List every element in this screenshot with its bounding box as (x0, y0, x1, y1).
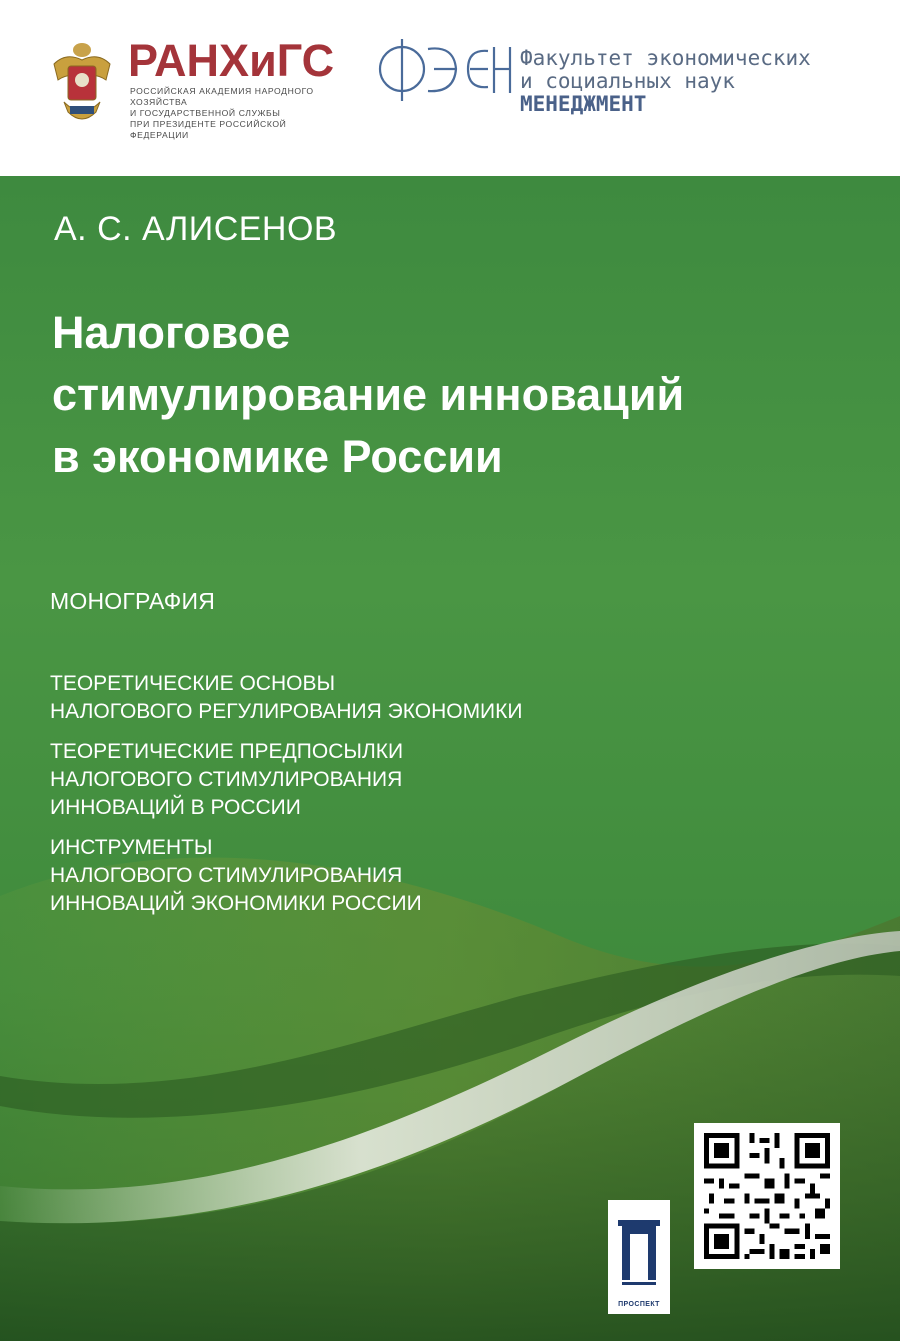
faculty-logo-icon (372, 33, 512, 105)
book-title-line: стимулирование инноваций (52, 369, 685, 420)
topic-item (50, 670, 750, 726)
publisher-name: ПРОСПЕКТ (618, 1301, 660, 1308)
ranepa-emblem-icon (46, 36, 118, 128)
faculty-specialty: МЕНЕДЖМЕНТ (520, 92, 647, 116)
topic-item (50, 834, 750, 918)
ranepa-subtitle-line: РОССИЙСКАЯ АКАДЕМИЯ НАРОДНОГО ХОЗЯЙСТВА (130, 86, 314, 107)
faculty-name (520, 47, 811, 116)
topic-line: ИНСТРУМЕНТЫ (50, 836, 213, 859)
book-title-line: в экономике России (52, 431, 503, 482)
topic-line: НАЛОГОВОГО СТИМУЛИРОВАНИЯ (50, 768, 403, 791)
book-topics (50, 670, 750, 930)
ranepa-subtitle-line: И ГОСУДАРСТВЕННОЙ СЛУЖБЫ (130, 108, 281, 118)
publisher-emblem-icon (608, 1200, 670, 1300)
ranepa-subtitle-line: ПРИ ПРЕЗИДЕНТЕ РОССИЙСКОЙ ФЕДЕРАЦИИ (130, 119, 287, 140)
topic-line: НАЛОГОВОГО РЕГУЛИРОВАНИЯ ЭКОНОМИКИ (50, 700, 523, 723)
ranepa-logo-title: РАНХиГС (128, 35, 335, 86)
publisher-logo (608, 1200, 670, 1314)
topic-line: НАЛОГОВОГО СТИМУЛИРОВАНИЯ (50, 864, 403, 887)
book-title-line: Налоговое (52, 307, 291, 358)
qr-code-icon (694, 1123, 840, 1269)
book-genre: МОНОГРАФИЯ (50, 588, 216, 614)
book-title (52, 302, 872, 488)
header-band (0, 0, 900, 176)
topic-line: ТЕОРЕТИЧЕСКИЕ ПРЕДПОСЫЛКИ (50, 740, 404, 763)
topic-item (50, 738, 750, 822)
topic-line: ИННОВАЦИЙ В РОССИИ (50, 796, 301, 819)
topic-line: ТЕОРЕТИЧЕСКИЕ ОСНОВЫ (50, 672, 336, 695)
topic-line: ИННОВАЦИЙ ЭКОНОМИКИ РОССИИ (50, 892, 422, 915)
ranepa-logo-subtitle (130, 86, 340, 141)
faculty-line: и социальных наук (520, 69, 735, 93)
book-author: А. С. АЛИСЕНОВ (54, 210, 338, 248)
faculty-line: Факультет экономических (520, 46, 811, 70)
